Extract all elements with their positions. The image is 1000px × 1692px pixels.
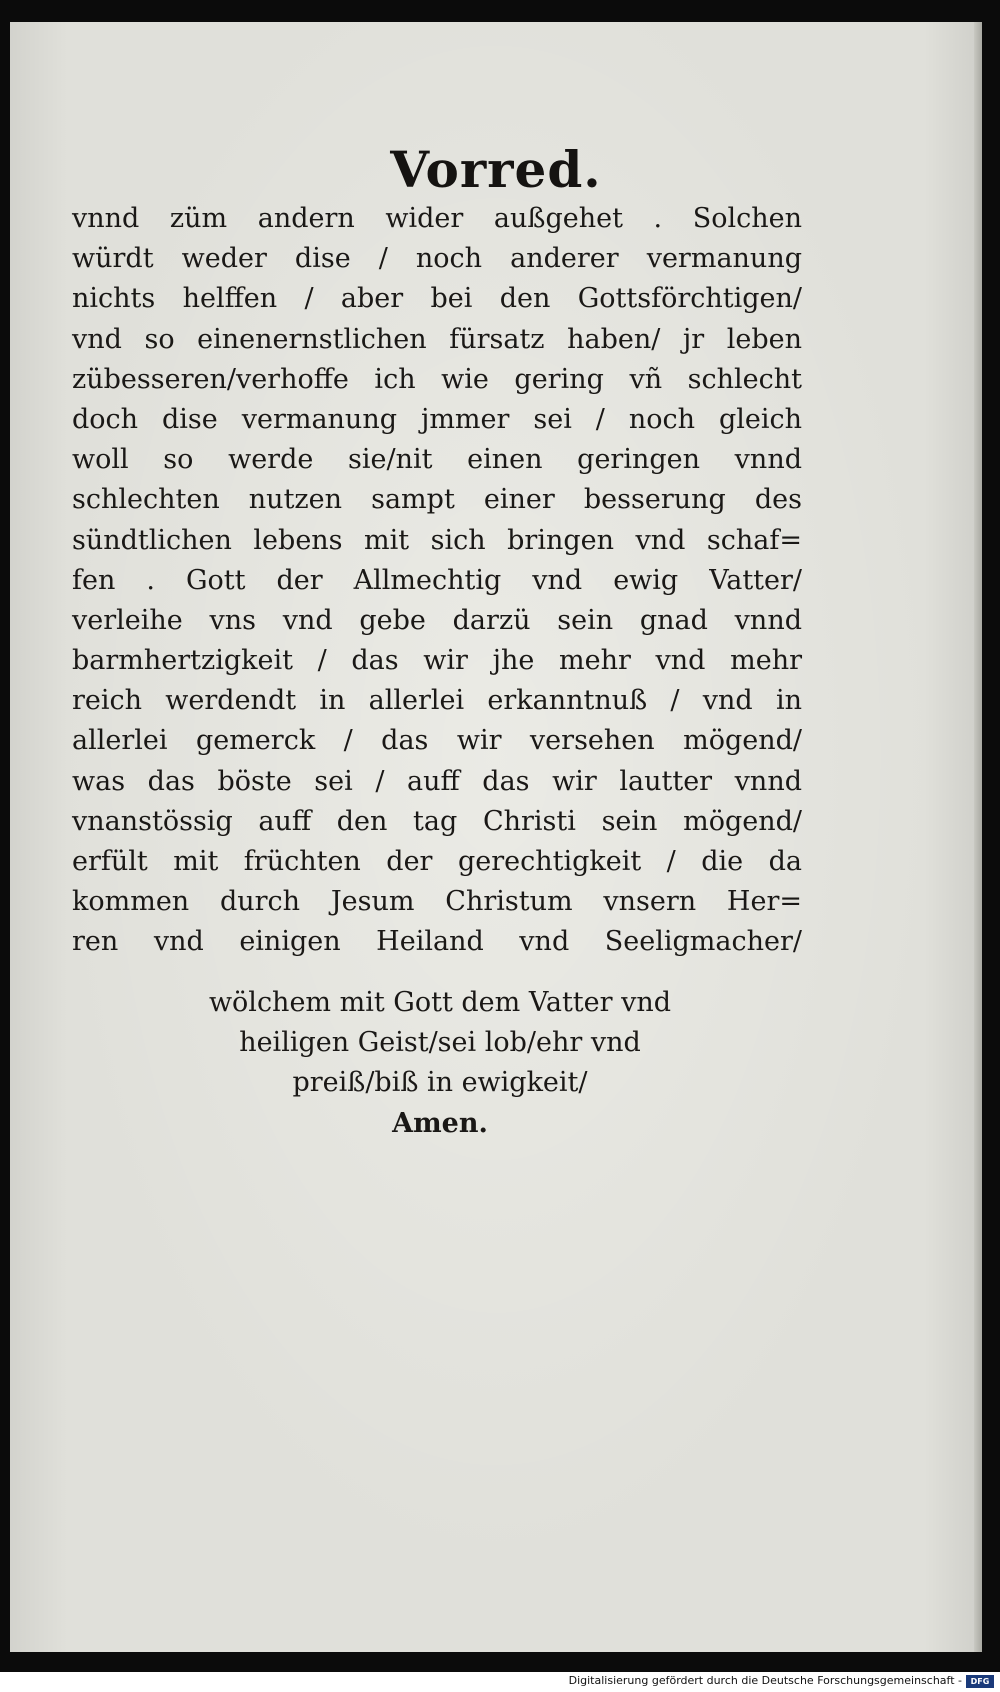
running-head: Vorred. (390, 140, 602, 199)
text-line: würdt weder dise / noch anderer vermanung (72, 243, 802, 275)
text-line: allerlei gemerck / das wir versehen mögend/ (72, 725, 802, 757)
text-line: zübesseren/verhoffe ich wie gering vñ schlecht (72, 363, 802, 395)
book-page (10, 22, 982, 1652)
page-edge (974, 22, 982, 1652)
text-line: verleihe vns vnd gebe darzü sein gnad vnnd (72, 604, 802, 636)
text-line: reich werdendt in allerlei erkanntnuß / vnd in (72, 685, 802, 717)
dfg-logo-icon: DFG (966, 1675, 994, 1688)
text-line: was das böste sei / auff das wir lautter vnnd (72, 765, 802, 797)
digitization-footer (0, 1672, 1000, 1692)
text-line: nichts helffen / aber bei den Gottsförchtigen/ (72, 283, 802, 315)
closing-line: preiß/biß in ewigkeit/ (292, 1067, 588, 1099)
text-line: ren vnd einigen Heiland vnd Seeligmacher/ (72, 926, 802, 958)
closing-line: wölchem mit Gott dem Vatter vnd (208, 987, 672, 1018)
closing-block (10, 983, 870, 1144)
text-line: fen . Gott der Allmechtig vnd ewig Vatter/ (72, 564, 802, 596)
text-line: vnnd züm andern wider außgehet . Solchen (72, 203, 802, 234)
text-line: barmhertzigkeit / das wir jhe mehr vnd mehr (72, 645, 802, 677)
text-line: vnanstössig auff den tag Christi sein mögend/ (72, 805, 802, 837)
text-line: doch dise vermanung jmmer sei / noch gleich (72, 403, 802, 435)
text-line: schlechten nutzen sampt einer besserung des (72, 484, 802, 516)
funding-credit: Digitalisierung gefördert durch die Deutsche Forschungsgemeinschaft - (568, 1674, 962, 1687)
text-line: woll so werde sie/nit einen geringen vnnd (72, 444, 802, 476)
closing-amen: Amen. (392, 1107, 488, 1139)
closing-line: heiligen Geist/sei lob/ehr vnd (239, 1027, 641, 1059)
text-line: sündtlichen lebens mit sich bringen vnd schaf= (72, 524, 802, 556)
body-text (72, 199, 802, 963)
text-line: kommen durch Jesum Christum vnsern Her= (72, 886, 802, 918)
text-line: vnd so einenernstlichen fürsatz haben/ jr leben (72, 323, 802, 355)
text-line: erfült mit früchten der gerechtigkeit / die da (72, 846, 802, 877)
